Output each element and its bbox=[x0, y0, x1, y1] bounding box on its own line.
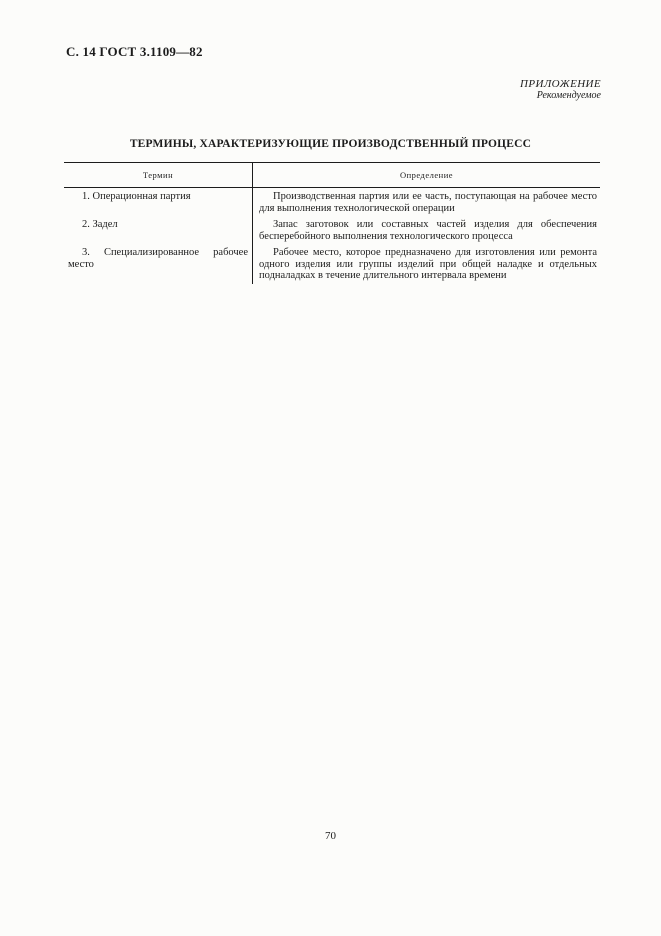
term-cell: 3. Специализированное рабочее место bbox=[68, 247, 248, 270]
term-cell: 2. Задел bbox=[82, 219, 118, 230]
table-row bbox=[64, 188, 600, 218]
appendix-label: ПРИЛОЖЕНИЕ bbox=[520, 78, 601, 90]
terms-table bbox=[64, 162, 600, 284]
column-header-definition: Определение bbox=[253, 163, 601, 188]
table-row bbox=[64, 217, 600, 245]
table-header-row bbox=[64, 163, 600, 188]
document-title: ТЕРМИНЫ, ХАРАКТЕРИЗУЮЩИЕ ПРОИЗВОДСТВЕННЫЙ ПРОЦЕСС bbox=[129, 138, 532, 150]
column-header-term: Термин bbox=[64, 163, 253, 188]
definition-cell: Производственная партия или ее часть, поступающая на рабочее место для выполнения технологической операции bbox=[259, 191, 597, 214]
term-cell: 1. Операционная партия bbox=[82, 191, 191, 202]
definition-cell: Рабочее место, которое предназначено для изготовления или ремонта одного изделия или группы изделий при общей наладке и отдельных подналадках в течение длительного интервала времени bbox=[259, 247, 597, 281]
page-number: 70 bbox=[325, 830, 336, 842]
table-row bbox=[64, 245, 600, 284]
appendix-block bbox=[520, 78, 601, 102]
definition-cell: Запас заготовок или составных частей изделия для обеспечения бесперебойного выполнения технологического процесса bbox=[259, 219, 597, 242]
page-header: С. 14 ГОСТ 3.1109—82 bbox=[66, 44, 203, 59]
appendix-status: Рекомендуемое bbox=[536, 90, 601, 101]
